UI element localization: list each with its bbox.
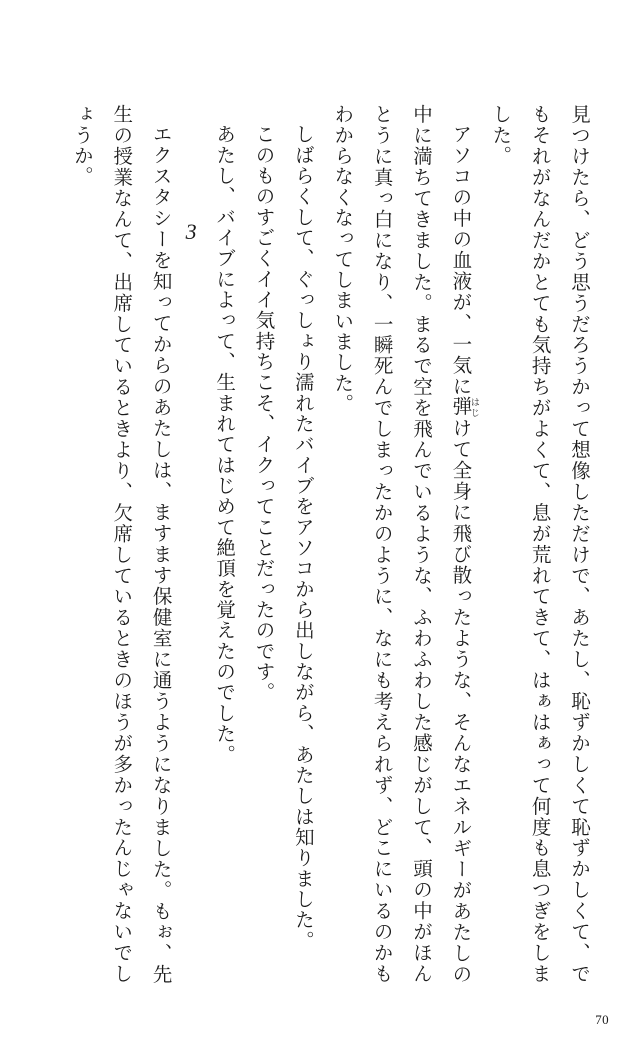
paragraph-text-part-1: アソコの中の血液が、一気に bbox=[449, 123, 471, 397]
paragraph bbox=[322, 104, 480, 984]
paragraph: あたし、バイブによって、生まれてはじめて絶頂を覚えたのでした。 bbox=[213, 123, 235, 765]
paragraph: エクスタシーを知ってからのあたしは、ますます保健室に通うようになりました。もぉ、先生の授業なんて、出席しているときより、欠席しているときのほうが多かったんじゃないでしょうか。 bbox=[70, 104, 171, 984]
paragraph: このものすごくイイ気持ちこそ、イクってことだったのです。 bbox=[252, 123, 274, 703]
paragraph: 見つけたら、どう思うだろうかって想像しただけで、あたし、恥ずかしくて恥ずかしくて、でもそれがなんだかとても気持ちがよくて、息が荒れてきて、はぁはぁって何度も息つぎをしました。 bbox=[489, 104, 589, 984]
page-text-body bbox=[70, 104, 598, 985]
ruby-base: 弾 bbox=[449, 396, 471, 418]
paragraph: しばらくして、ぐっしょり濡れたバイブをアソコから出しながら、あたしは知りました。 bbox=[291, 123, 313, 951]
section-number: 3 bbox=[185, 219, 198, 244]
paragraph-text-part-2: けて全身に飛び散ったような、そんなエネルギーがあたしの中に満ちてきました。まるで空を飛んでいるような、ふわふわした感じがして、頭の中がほんとうに真っ白になり、一瞬死んでしまったかのように、なにも考えられず、どこにいるのかもわからなくなってしまいました。 bbox=[331, 104, 471, 985]
ruby-reading: はじ bbox=[469, 396, 480, 418]
page-number: 70 bbox=[595, 1012, 609, 1027]
ruby-hajike bbox=[449, 396, 480, 418]
